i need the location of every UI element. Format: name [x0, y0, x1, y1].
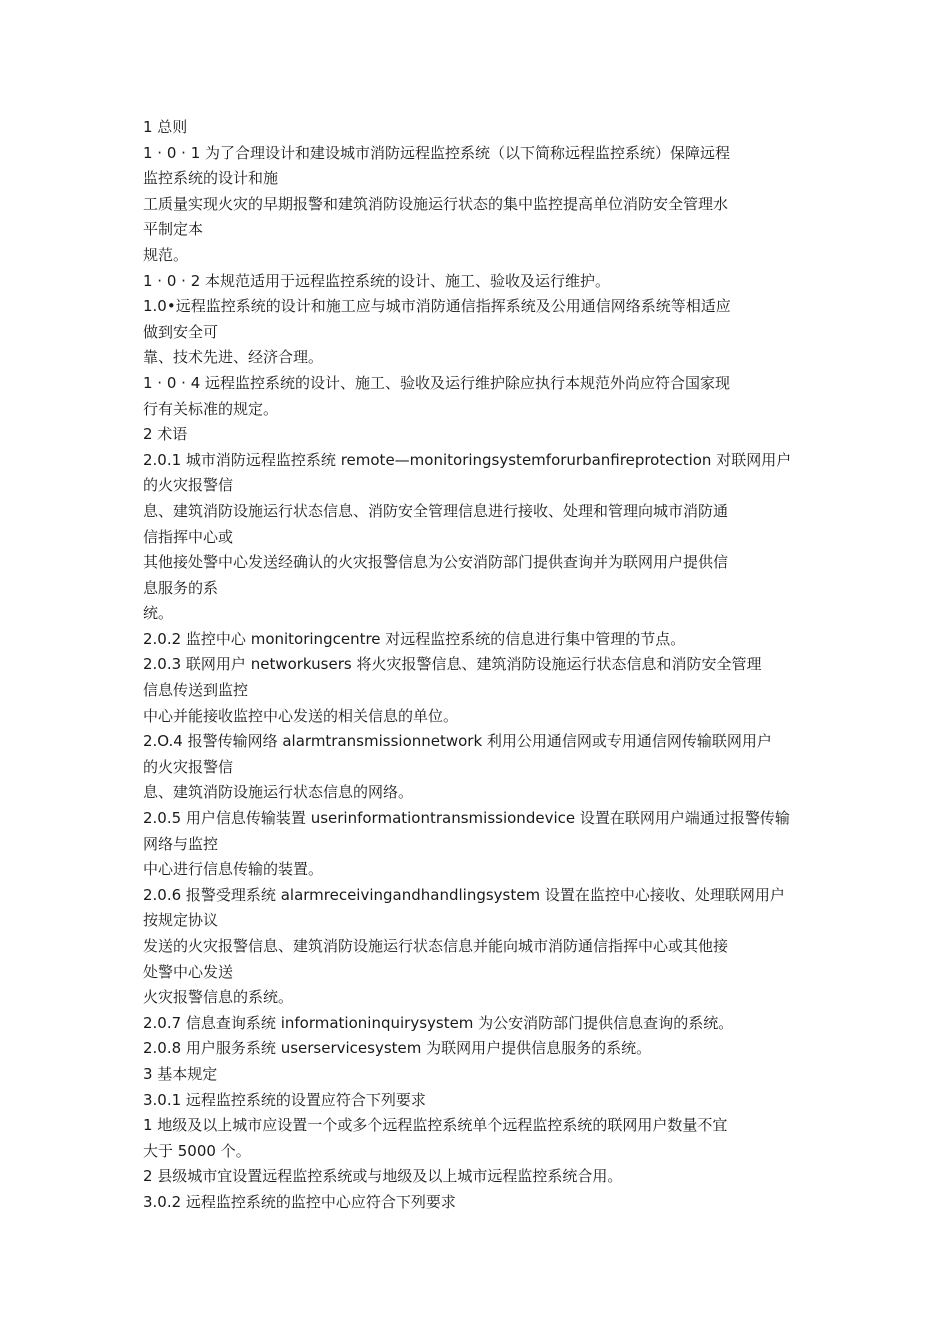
- text-line: 工质量实现火灾的早期报警和建筑消防设施运行状态的集中监控提高单位消防安全管理水: [143, 194, 729, 213]
- text-line: 2.0.6 报警受理系统 alarmreceivingandhandlingsystem 设置在监控中心接收、处理联网用户: [143, 885, 785, 904]
- text-line: 2 县级城市宜设置远程监控系统或与地级及以上城市远程监控系统合用。: [143, 1167, 623, 1186]
- text-line: 做到安全可: [143, 322, 219, 341]
- text-line: 网络与监控: [143, 834, 219, 853]
- text-line: 信息传送到监控: [143, 681, 249, 700]
- text-line: 的火灾报警信: [143, 476, 234, 495]
- text-line: 3 基本规定: [143, 1064, 218, 1083]
- text-line: 中心并能接收监控中心发送的相关信息的单位。: [143, 706, 459, 725]
- text-line: 发送的火灾报警信息、建筑消防设施运行状态信息并能向城市消防通信指挥中心或其他接: [143, 937, 729, 955]
- text-line: 2 术语: [143, 425, 188, 444]
- document-body: [143, 115, 813, 1216]
- text-line: 规范。: [143, 245, 189, 264]
- text-line: 2.0.5 用户信息传输装置 userinformationtransmissiondevice 设置在联网用户端通过报警传输: [143, 809, 790, 828]
- text-line: 信指挥中心或: [143, 527, 234, 546]
- text-line: 2.O.4 报警传输网络 alarmtransmissionnetwork 利用公用通信网或专用通信网传输联网用户: [143, 732, 772, 751]
- text-line: 其他接处警中心发送经确认的火灾报警信息为公安消防部门提供查询并为联网用户提供信: [143, 553, 729, 572]
- text-line: 3.0.1 远程监控系统的设置应符合下列要求: [143, 1090, 426, 1109]
- text-line: 靠、技术先进、经济合理。: [143, 348, 324, 367]
- text-line: 2.0.7 信息查询系统 informationinquirysystem 为公安消防部门提供信息查询的系统。: [143, 1013, 734, 1032]
- text-line: 行有关标准的规定。: [143, 399, 279, 418]
- text-line: 1 地级及以上城市应设置一个或多个远程监控系统单个远程监控系统的联网用户数量不宜: [143, 1116, 728, 1135]
- text-line: 2.0.8 用户服务系统 userservicesystem 为联网用户提供信息服务的系统。: [143, 1039, 652, 1058]
- text-line: 息服务的系: [143, 578, 219, 597]
- text-line: 按规定协议: [143, 911, 219, 930]
- text-line: 息、建筑消防设施运行状态信息、消防安全管理信息进行接收、处理和管理向城市消防通: [143, 501, 729, 520]
- text-line: 处警中心发送: [143, 962, 234, 981]
- text-line: 1 总则: [143, 118, 188, 136]
- text-line: 平制定本: [143, 220, 204, 239]
- text-line: 中心进行信息传输的装置。: [143, 860, 324, 879]
- text-line: 的火灾报警信: [143, 757, 234, 776]
- text-line: 大于 5000 个。: [143, 1141, 251, 1160]
- text-line: 2.0.2 监控中心 monitoringcentre 对远程监控系统的信息进行集中管理的节点。: [143, 629, 686, 648]
- text-line: 统。: [143, 604, 174, 623]
- text-line: 1 · 0 · 1 为了合理设计和建设城市消防远程监控系统（以下简称远程监控系统）保障远程: [143, 143, 731, 162]
- text-line: 3.0.2 远程监控系统的监控中心应符合下列要求: [143, 1192, 456, 1211]
- text-line: 火灾报警信息的系统。: [143, 988, 294, 1007]
- text-line: 2.0.3 联网用户 networkusers 将火灾报警信息、建筑消防设施运行状态信息和消防安全管理: [143, 655, 762, 674]
- text-line: 监控系统的设计和施: [143, 169, 279, 188]
- text-line: 息、建筑消防设施运行状态信息的网络。: [143, 783, 414, 802]
- text-line: 1.0•远程监控系统的设计和施工应与城市消防通信指挥系统及公用通信网络系统等相适应: [143, 297, 731, 316]
- text-line: 2.0.1 城市消防远程监控系统 remote—monitoringsystemforurbanfireprotection 对联网用户: [143, 450, 792, 469]
- text-line: 1 · 0 · 2 本规范适用于远程监控系统的设计、施工、验收及运行维护。: [143, 271, 611, 290]
- text-line: 1 · 0 · 4 远程监控系统的设计、施工、验收及运行维护除应执行本规范外尚应符合国家现: [143, 373, 731, 392]
